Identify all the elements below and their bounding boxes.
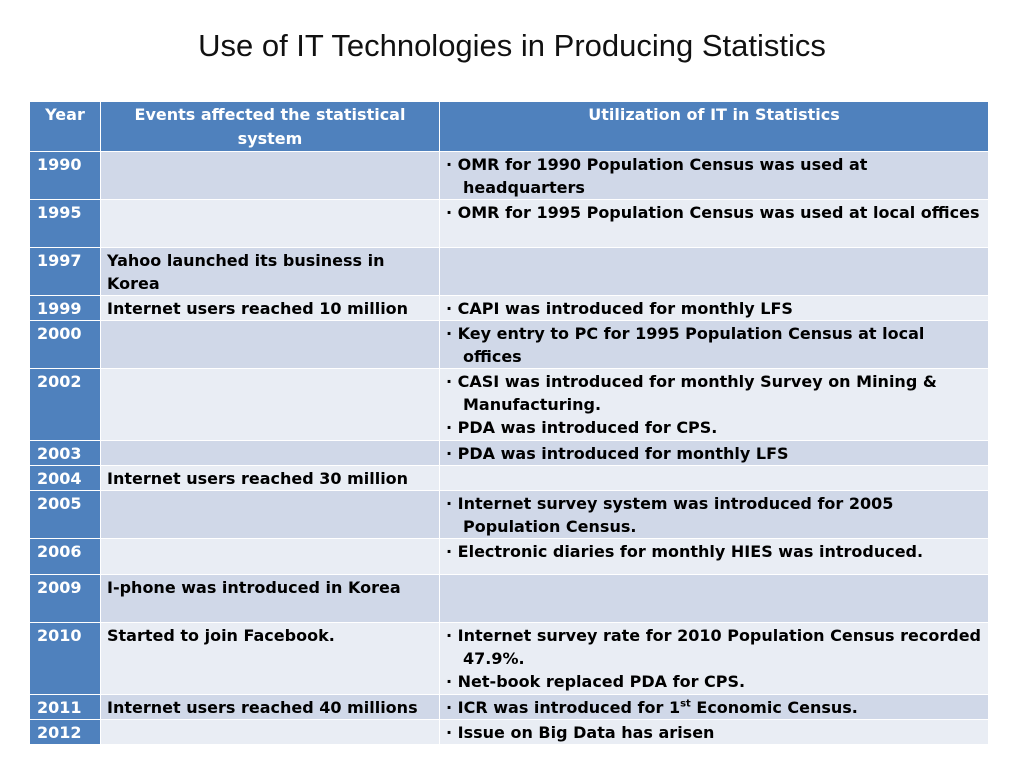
it-item-text: Issue on Big Data has arisen	[457, 723, 715, 742]
event-cell: I-phone was introduced in Korea	[101, 575, 440, 623]
bullet: ·	[446, 418, 453, 437]
it-cell	[440, 296, 989, 321]
it-cell	[440, 200, 989, 248]
year-cell: 2000	[30, 321, 101, 369]
it-item-text: PDA was introduced for monthly LFS	[457, 444, 789, 463]
it-item-text: Internet survey system was introduced for 2005 Population Census.	[457, 494, 894, 536]
bullet: ·	[446, 723, 453, 742]
event-cell: Yahoo launched its business in Korea	[101, 248, 440, 296]
it-item	[446, 322, 984, 368]
bullet: ·	[446, 324, 453, 343]
it-item	[446, 416, 984, 439]
event-cell	[101, 441, 440, 466]
year-cell: 2012	[30, 720, 101, 745]
year-cell: 2004	[30, 466, 101, 491]
it-item-text: PDA was introduced for CPS.	[457, 418, 718, 437]
table-row	[30, 623, 989, 695]
header-year: Year	[30, 102, 101, 152]
table-row	[30, 720, 989, 745]
table-row	[30, 466, 989, 491]
it-item-text: Key entry to PC for 1995 Population Census at local offices	[457, 324, 925, 366]
event-cell: Internet users reached 40 millions	[101, 695, 440, 720]
table-row	[30, 296, 989, 321]
it-cell	[440, 575, 989, 623]
event-cell: Internet users reached 30 million	[101, 466, 440, 491]
it-item-text: Internet survey rate for 2010 Population Census recorded 47.9%.	[457, 626, 981, 668]
bullet: ·	[446, 542, 453, 561]
it-item-text: Electronic diaries for monthly HIES was introduced.	[457, 542, 924, 561]
bullet: ·	[446, 155, 453, 174]
year-cell: 2002	[30, 369, 101, 441]
table-row	[30, 695, 989, 720]
it-item-text: CASI was introduced for monthly Survey on Mining & Manufacturing.	[457, 372, 937, 414]
event-cell	[101, 720, 440, 745]
it-item	[446, 540, 984, 563]
event-cell	[101, 152, 440, 200]
year-cell: 2003	[30, 441, 101, 466]
year-cell: 2006	[30, 539, 101, 575]
event-cell	[101, 491, 440, 539]
slide-title: Use of IT Technologies in Producing Statistics	[198, 28, 826, 63]
it-cell	[440, 369, 989, 441]
it-item	[446, 153, 984, 199]
it-item	[446, 721, 984, 744]
header-it-utilization: Utilization of IT in Statistics	[440, 102, 989, 152]
event-cell	[101, 369, 440, 441]
table-row	[30, 539, 989, 575]
it-item	[446, 696, 984, 719]
year-cell: 1999	[30, 296, 101, 321]
it-cell	[440, 441, 989, 466]
it-item	[446, 297, 984, 320]
it-cell	[440, 466, 989, 491]
it-item-text: CAPI was introduced for monthly LFS	[457, 299, 793, 318]
bullet: ·	[446, 672, 453, 691]
it-item	[446, 670, 984, 693]
it-item-text: OMR for 1995 Population Census was used at local offices	[457, 203, 980, 222]
event-cell	[101, 200, 440, 248]
it-cell	[440, 539, 989, 575]
year-cell: 1990	[30, 152, 101, 200]
bullet: ·	[446, 698, 453, 717]
it-item	[446, 492, 984, 538]
it-item	[446, 370, 984, 416]
year-cell: 2010	[30, 623, 101, 695]
it-item	[446, 201, 984, 224]
table-row	[30, 441, 989, 466]
ordinal-suffix: st	[680, 698, 691, 710]
bullet: ·	[446, 372, 453, 391]
it-cell	[440, 248, 989, 296]
event-cell	[101, 539, 440, 575]
bullet: ·	[446, 494, 453, 513]
it-cell	[440, 623, 989, 695]
it-item	[446, 442, 984, 465]
event-cell: Internet users reached 10 million	[101, 296, 440, 321]
table-row	[30, 152, 989, 200]
table-header-row	[30, 102, 989, 152]
statistics-table	[29, 101, 989, 745]
table-row	[30, 248, 989, 296]
table-row	[30, 200, 989, 248]
it-cell	[440, 321, 989, 369]
event-cell	[101, 321, 440, 369]
year-cell: 1995	[30, 200, 101, 248]
table-row	[30, 321, 989, 369]
it-cell	[440, 695, 989, 720]
it-cell	[440, 491, 989, 539]
year-cell: 2005	[30, 491, 101, 539]
bullet: ·	[446, 203, 453, 222]
table-row	[30, 369, 989, 441]
it-cell	[440, 152, 989, 200]
it-item	[446, 624, 984, 670]
year-cell: 2009	[30, 575, 101, 623]
it-item-text: OMR for 1990 Population Census was used at headquarters	[457, 155, 868, 197]
it-item-text: Economic Census.	[690, 698, 858, 717]
bullet: ·	[446, 626, 453, 645]
it-item-text: ICR was introduced for 1	[457, 698, 681, 717]
it-item-text: Net-book replaced PDA for CPS.	[457, 672, 746, 691]
bullet: ·	[446, 444, 453, 463]
year-cell: 2011	[30, 695, 101, 720]
table-row	[30, 575, 989, 623]
table-row	[30, 491, 989, 539]
event-cell: Started to join Facebook.	[101, 623, 440, 695]
it-cell	[440, 720, 989, 745]
header-events: Events affected the statistical system	[101, 102, 440, 152]
year-cell: 1997	[30, 248, 101, 296]
bullet: ·	[446, 299, 453, 318]
